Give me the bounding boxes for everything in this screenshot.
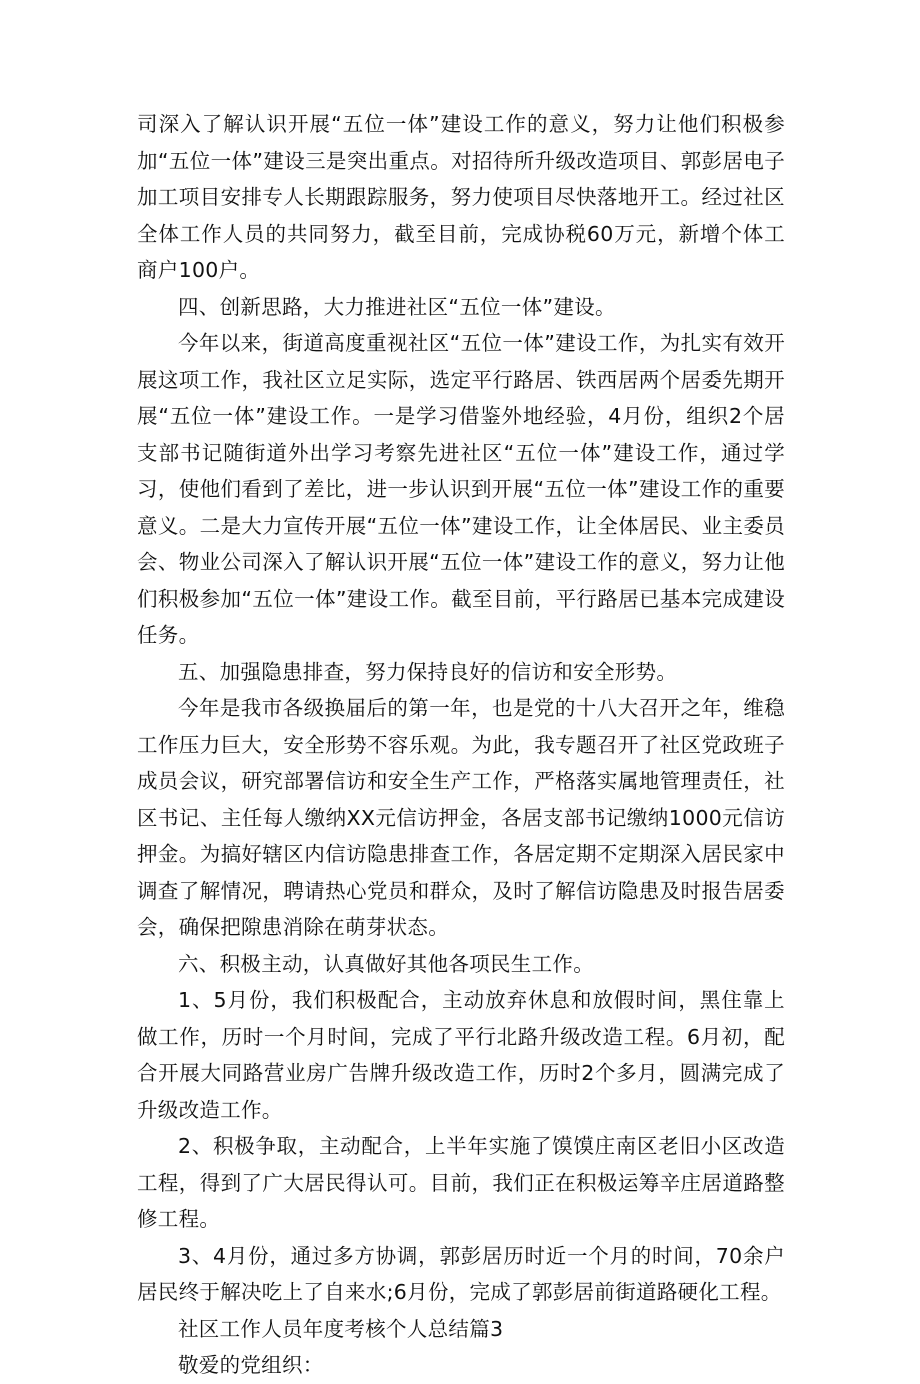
article-title: 社区工作人员年度考核个人总结篇3 <box>178 1316 504 1341</box>
paragraph-item-1: 1、5月份，我们积极配合，主动放弃休息和放假时间，黑住靠上做工作，历时一个月时间，完成了平行北路升级改造工程。6月初，配合开展大同路营业房广告牌升级改造工作，历时2个多月，圆满完成了升级改造工作。 <box>137 988 785 1122</box>
paragraph-five-in-one: 今年以来，街道高度重视社区“五位一体”建设工作，为扎实有效开展这项工作，我社区立足实际，选定平行路居、铁西居两个居委先期开展“五位一体”建设工作。一是学习借鉴外地经验，4月份，组织2个居支部书记随街道外出学习考察先进社区“五位一体”建设工作，通过学习，使他们看到了差比，进一步认识到开展“五位一体”建设工作的重要意义。二是大力宣传开展“五位一体”建设工作，让全体居民、业主委员会、物业公司深入了解认识开展“五位一体”建设工作的意义，努力让他们积极参加“五位一体”建设工作。截至目前，平行路居已基本完成建设任务。 <box>137 331 785 647</box>
paragraph-petition-safety: 今年是我市各级换届后的第一年，也是党的十八大召开之年，维稳工作压力巨大，安全形势不容乐观。为此，我专题召开了社区党政班子成员会议，研究部署信访和安全生产工作，严格落实属地管理责任，社区书记、主任每人缴纳XX元信访押金，各居支部书记缴纳1000元信访押金。为搞好辖区内信访隐患排查工作，各居定期不定期深入居民家中调查了解情况，聘请热心党员和群众，及时了解信访隐患及时报告居委会，确保把隙患消除在萌芽状态。 <box>137 696 785 939</box>
paragraph-item-3: 3、4月份，通过多方协调，郭彭居历时近一个月的时间，70余户居民终于解决吃上了自来水;6月份，完成了郭彭居前街道路硬化工程。 <box>137 1243 785 1304</box>
section-heading-5: 五、加强隐患排查，努力保持良好的信访和安全形势。 <box>178 659 678 684</box>
section-heading-6: 六、积极主动，认真做好其他各项民生工作。 <box>178 951 594 976</box>
section-heading-4: 四、创新思路，大力推进社区“五位一体”建设。 <box>178 294 616 319</box>
salutation: 敬爱的党组织： <box>178 1353 324 1377</box>
paragraph-item-2: 2、积极争取，主动配合，上半年实施了馍馍庄南区老旧小区改造工程，得到了广大居民得认可。目前，我们正在积极运筹辛庄居道路整修工程。 <box>137 1134 785 1231</box>
paragraph-continuation: 司深入了解认识开展“五位一体”建设工作的意义，努力让他们积极参加“五位一体”建设三是突出重点。对招待所升级改造项目、郭彭居电子加工项目安排专人长期跟踪服务，努力使项目尽快落地开工。经过社区全体工作人员的共同努力，截至目前，完成协税60万元，新增个体工商户100户。 <box>137 112 785 282</box>
document-body <box>137 106 785 1384</box>
